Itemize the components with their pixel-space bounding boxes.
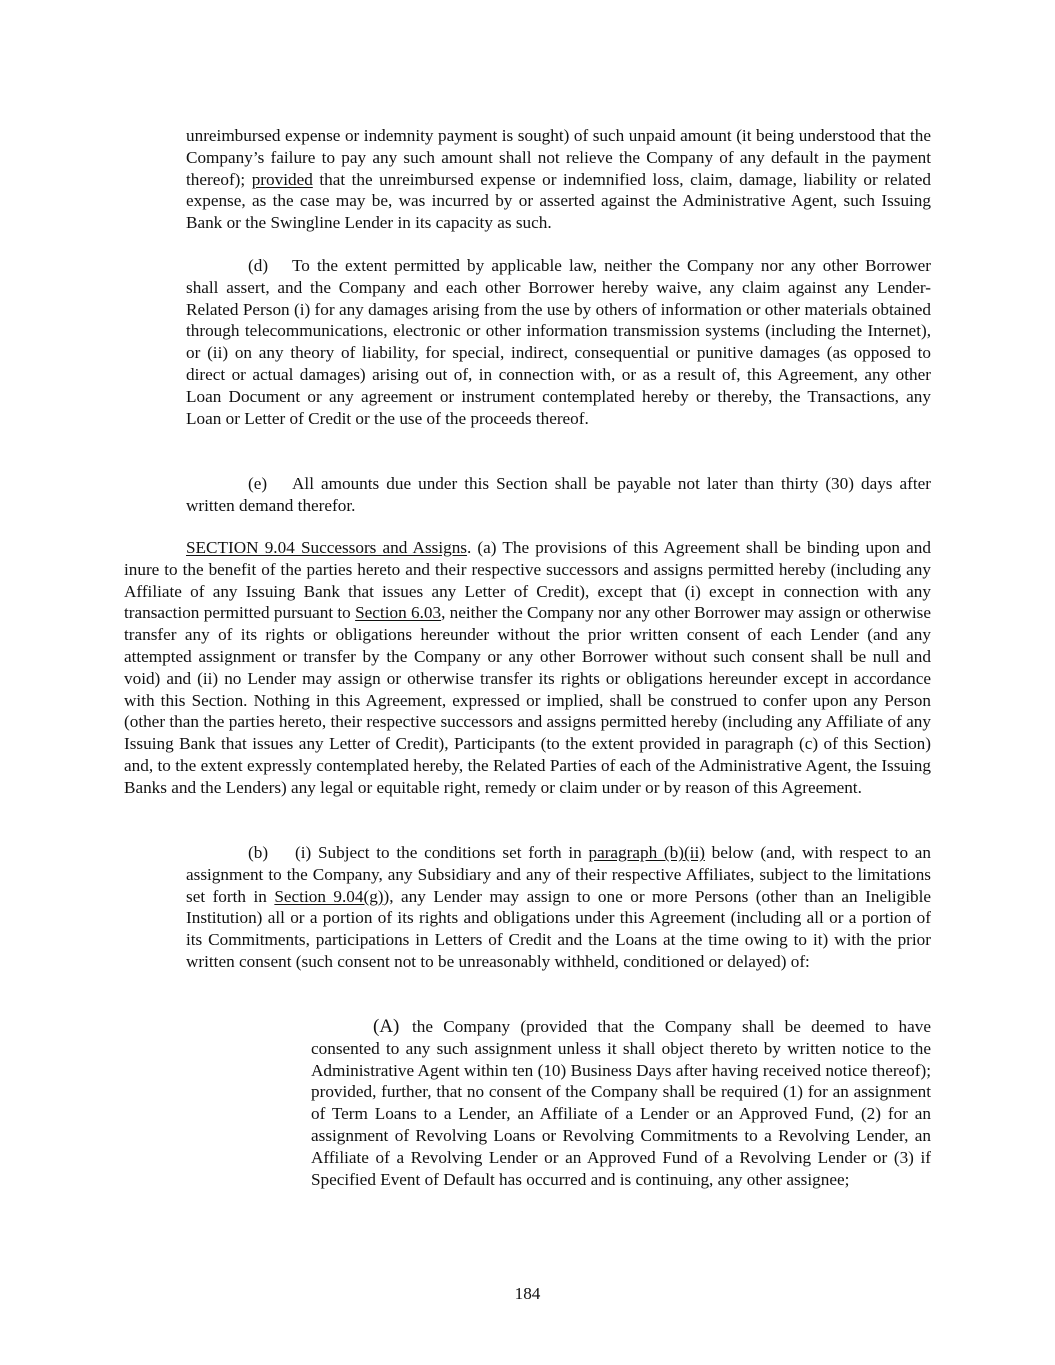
- paragraph-text: below (and, with respect to an assignment to the Company, any Subsidiary and any of their respective Affiliates, subject to the limitations set forth in: [186, 843, 931, 906]
- paragraph-c-continuation: [186, 125, 931, 234]
- page-number: 184: [514, 1284, 541, 1303]
- paragraph-text: that the unreimbursed expense or indemnified loss, claim, damage, liability or related expense, as the case may be, was incurred by or asserted against the Administrative Agent, such Issuing Bank or the Swingline Lender in its capacity as such.: [186, 169, 931, 233]
- paragraph-label: (d): [248, 256, 269, 275]
- paragraph-text: To the extent permitted by applicable law, neither the Company nor any other Borrower shall assert, and the Company and each other Borrower hereby waive, any claim against any Lender-Related Person (i) for any damages arising from the use by others of information or other materials obtained through telecommunications, electronic or other information transmission systems (including the Internet), or (ii) on any theory of liability, for special, indirect, consequential or punitive damages (as opposed to direct or actual damages) arising out of, in connection with, or as a result of, this Agreement, any other Loan Document or any agreement or instrument contemplated hereby or thereby, the Transactions, any Loan or Letter of Credit or the use of the proceeds thereof.: [186, 256, 931, 428]
- paragraph-text: All amounts due under this Section shall be payable not later than thirty (30) days after written demand therefor.: [186, 474, 931, 515]
- section-9-04-paragraph: [124, 537, 931, 799]
- paragraph-text: . (a) The provisions of this Agreement shall be binding upon and inure to the benefit of the parties hereto and their respective successors and assigns permitted hereby (including any Affiliate of any Issuing Bank that issues any Letter of Credit), except that (i) except in connection with any transaction permitted pursuant to: [124, 538, 931, 623]
- clause-label: (A): [373, 1016, 400, 1037]
- paragraph-text: ), any Lender may assign to one or more Persons (other than an Ineligible Institution) all or a portion of its rights and obligations under this Agreement (including all or a portion of its Commitments, participations in Letters of Credit and the Loans at the time owing to it) with the prior written consent (such consent not to be unreasonably withheld, conditioned or delayed) of:: [186, 886, 931, 971]
- paragraph-label: (b): [248, 843, 269, 862]
- paragraph-label: (e): [248, 474, 268, 493]
- paragraph-reference: paragraph (b)(ii): [588, 843, 705, 862]
- provided-term: provided: [251, 169, 313, 189]
- paragraph-text: , neither the Company nor any other Borrower may assign or otherwise transfer any of its rights or obligations hereunder without the prior written consent of each Lender (and any attempted assignment or transfer by the Company or any other Borrower without such consent shall be null and void) and (ii) no Lender may assign or otherwise transfer its rights or obligations hereunder except in accordance with this Section. Nothing in this Agreement, expressed or implied, shall be construed to confer upon any Person (other than the parties hereto, their respective successors and assigns permitted hereby (including any Affiliate of any Issuing Bank that issues any Letter of Credit), Participants (to the extent provided in paragraph (c) of this Section) and, to the extent expressly contemplated hereby, the Related Parties of each of the Administrative Agent, the Issuing Banks and the Lenders) any legal or equitable right, remedy or claim under or by reason of this Agreement.: [124, 603, 931, 797]
- clause-text: the Company (provided that the Company shall be deemed to have consented to any such assignment unless it shall object thereto by written notice to the Administrative Agent within ten (10) Business Days after having received notice thereof); provided, further, that no consent of the Company shall be required (1) for an assignment of Term Loans to a Lender, an Affiliate of a Lender or an Approved Fund, (2) for an assignment of Revolving Loans or Revolving Commitments to a Revolving Lender, an Affiliate of a Revolving Lender or an Approved Fund of a Revolving Lender or (3) if Specified Event of Default has occurred and is continuing, any other assignee;: [311, 1017, 931, 1189]
- paragraph-text: (i) Subject to the conditions set forth in: [295, 843, 589, 862]
- section-reference: Section 9.04(g): [274, 886, 384, 906]
- paragraph-d: [186, 255, 931, 429]
- paragraph-text: unreimbursed expense or indemnity payment is sought) of such unpaid amount (it being understood that the Company’s failure to pay any such amount shall not relieve the Company of any default in the payment thereof);: [186, 126, 931, 189]
- paragraph-e: [186, 473, 931, 517]
- paragraph-b: [186, 842, 931, 973]
- section-heading: SECTION 9.04 Successors and Assigns: [186, 538, 467, 557]
- section-reference: Section 6.03: [355, 603, 442, 623]
- clause-a: [311, 1016, 931, 1190]
